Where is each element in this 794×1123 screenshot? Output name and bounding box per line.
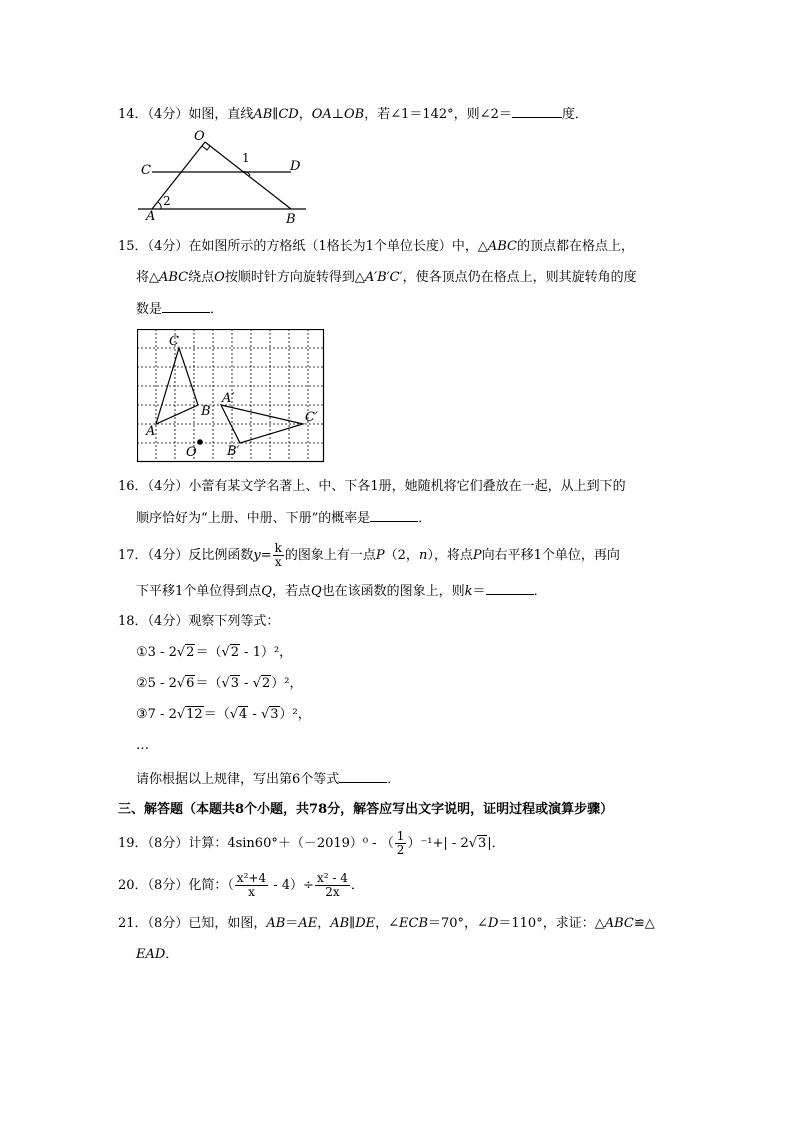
q20-text-c: ． xyxy=(350,878,364,893)
q15-text-3: 数是 xyxy=(136,302,163,317)
q14-tail: 度． xyxy=(561,107,588,122)
q18-eq1-mid: ＝（ xyxy=(195,645,222,660)
q14-ab: AB xyxy=(253,107,273,122)
label-d: D xyxy=(290,159,301,174)
q19-fraction xyxy=(395,830,407,857)
q14-sep: ， xyxy=(298,107,312,122)
q18-text: 观察下列等式： xyxy=(188,614,280,629)
q16-text-2: 顺序恰好为“上册、中册、下册”的概率是 xyxy=(136,511,371,526)
q21-ab: AB xyxy=(266,916,286,931)
q16-tail: ． xyxy=(418,511,432,526)
q20-line xyxy=(118,871,364,901)
q19-text-a: 计算：4sin60°＋（－2019）⁰ - （ xyxy=(188,836,394,851)
q20-frac1-den: x xyxy=(248,885,255,899)
q20-fraction-1 xyxy=(235,872,268,899)
q15-text-2a: 将△ xyxy=(136,270,159,285)
q21-text-d: ＝70°，∠ xyxy=(428,916,488,931)
q14-perp: ⊥ xyxy=(331,107,344,122)
q18-eq2-tail: ）²， xyxy=(271,676,303,691)
q17-n: n xyxy=(418,548,428,563)
q18-eq-1: ①3 - 2√2＝（√2 - 1）²， xyxy=(136,645,293,660)
q21-de: DE xyxy=(355,916,376,931)
q15-tail: ． xyxy=(210,302,224,317)
q17-text-2c: 也在该函数的图象上，则 xyxy=(321,584,465,599)
grid-label-b-prime: B′ xyxy=(227,444,240,459)
q19-score: （8分） xyxy=(147,836,189,851)
q17-text-2d: ＝ xyxy=(472,584,486,599)
q20-fraction-2 xyxy=(315,872,350,899)
q18-eq3-rad1: 12 xyxy=(186,707,203,722)
q18-eq3-mid: ＝（ xyxy=(203,707,230,722)
q16-line-2 xyxy=(136,509,431,528)
q17-answer-blank xyxy=(486,582,534,595)
q15-answer-blank xyxy=(162,300,210,313)
q18-eq1-rad1: 2 xyxy=(186,645,195,660)
q16-answer-blank xyxy=(370,509,418,522)
q18-line-1 xyxy=(118,613,279,631)
q20-frac1-num: x²+4 xyxy=(236,871,267,885)
q18-eq3-rad3: 3 xyxy=(270,707,279,722)
q15-text-1b: 的顶点都在格点上， xyxy=(517,239,635,254)
q15-score: （4分） xyxy=(147,239,189,254)
segment-oa xyxy=(152,142,205,209)
q18-eq3-rad2: 4 xyxy=(239,707,248,722)
q14-answer-blank xyxy=(512,105,562,118)
q18-ellipsis: … xyxy=(136,738,149,753)
q18-eq1-rad2: 2 xyxy=(230,645,240,660)
q18-number: 18． xyxy=(118,614,148,629)
q17-q: Q xyxy=(261,584,272,599)
q18-eq2-lead: ②5 - 2 xyxy=(136,676,177,691)
q19-radicand: 3 xyxy=(478,836,487,851)
q18-eq1-lead: ①3 - 2 xyxy=(136,645,177,660)
q19-text-b: ）⁻¹+| - 2 xyxy=(407,836,469,851)
q19-frac-den: 2 xyxy=(396,843,405,857)
q21-eq: ＝ xyxy=(285,916,299,931)
q14-cd: CD xyxy=(278,107,299,122)
q15-text-2b: 绕点 xyxy=(188,270,215,285)
q20-text-b: - 4）÷ xyxy=(269,878,314,893)
q21-score: （8分） xyxy=(147,916,189,931)
q18-eq3-lead: ③7 - 2 xyxy=(136,707,177,722)
q17-k: k xyxy=(464,584,473,599)
q21-line-1 xyxy=(118,915,655,933)
q16-number: 16． xyxy=(118,479,148,494)
q17-text-d: ），将点 xyxy=(427,548,473,563)
q14-score: （4分） xyxy=(147,107,189,122)
q18-eq2-mid: ＝（ xyxy=(195,676,222,691)
label-2: 2 xyxy=(163,194,171,208)
q21-congruent: ≌△ xyxy=(633,916,655,931)
q15-text-2d: ，使各顶点仍在格点上，则其旋转角的度 xyxy=(402,270,637,285)
grid-label-o: O xyxy=(186,445,197,460)
q18-eq2-rad3: 2 xyxy=(262,676,271,691)
grid-label-c: C xyxy=(169,334,179,349)
q20-frac2-den: 2x xyxy=(325,885,340,899)
q17-eq: = xyxy=(260,548,272,563)
q17-text-2b: ，若点 xyxy=(271,584,311,599)
q15-grid-figure xyxy=(137,329,327,464)
grid-label-c-prime: C′ xyxy=(305,410,318,425)
q17-fraction xyxy=(273,542,284,569)
q18-ask: 请你根据以上规律，写出第6个等式 xyxy=(136,772,340,787)
q15-abc: ABC xyxy=(487,239,518,254)
q17-tail: ． xyxy=(533,584,547,599)
q21-ead: EAD xyxy=(136,947,166,962)
q21-d: D xyxy=(487,916,499,931)
q15-o: O xyxy=(214,270,225,285)
q17-p2: P xyxy=(472,548,482,563)
q15-line-3 xyxy=(136,300,223,319)
q15-text-1: 在如图所示的方格纸（1格长为1个单位长度）中，△ xyxy=(188,239,488,254)
q19-frac-num: 1 xyxy=(396,829,405,843)
q18-eq-3: ③7 - 2√12＝（√4 - √3）²， xyxy=(136,707,311,722)
label-c: C xyxy=(141,163,151,178)
q14-text-b: ，若∠1＝142°，则∠2＝ xyxy=(364,107,512,122)
q15-text-2c: 按顺时针方向旋转得到△ xyxy=(224,270,365,285)
q17-p: P xyxy=(375,548,385,563)
q17-q2: Q xyxy=(310,584,322,599)
label-a: A xyxy=(146,209,156,224)
q18-eq2-rad2: 3 xyxy=(230,676,240,691)
q14-line xyxy=(118,105,588,124)
q17-frac-num: k xyxy=(274,541,282,555)
grid-label-a-prime: A′ xyxy=(222,391,235,406)
q21-text-a: 已知，如图， xyxy=(188,916,267,931)
label-1: 1 xyxy=(242,151,250,165)
grid-label-a: A xyxy=(146,424,156,439)
q15-number: 15． xyxy=(118,239,148,254)
q21-line-2 xyxy=(136,946,178,964)
section-3-heading: 三、解答题（本题共8个小题，共78分，解答应写出文字说明，证明过程或演算步骤） xyxy=(118,802,614,817)
q17-y: y xyxy=(253,548,261,563)
q18-answer-blank xyxy=(339,770,387,783)
q17-line-2 xyxy=(136,582,547,601)
q14-text: 如图，直线 xyxy=(188,107,254,122)
label-b: B xyxy=(286,212,296,224)
q14-figure xyxy=(136,128,316,224)
q20-text-a: 化简：（ xyxy=(188,878,234,893)
angle-2-arc xyxy=(158,202,161,209)
q17-text-a: 反比例函数 xyxy=(188,548,254,563)
q19-line: 19．（8分）计算：4sin60°＋（－2019）⁰ - （ $\frac{1}{2}$ ）⁻¹+| - 2√3|． xyxy=(118,829,505,857)
q21-ab2: AB xyxy=(330,916,350,931)
q18-eq2-rad1: 6 xyxy=(186,676,195,691)
q17-frac-den: x xyxy=(274,555,282,569)
q17-number: 17． xyxy=(118,548,148,563)
q19-text-c: |． xyxy=(487,836,505,851)
q21-number: 21． xyxy=(118,916,148,931)
q21-abc: ABC xyxy=(604,916,634,931)
q18-score: （4分） xyxy=(147,614,189,629)
q15-line-1 xyxy=(118,238,634,256)
q14-ob: OB xyxy=(343,107,365,122)
q15-abc-2: ABC xyxy=(159,270,189,285)
q20-frac2-num: x² - 4 xyxy=(316,871,348,885)
q18-eq3-tail: ）²， xyxy=(279,707,311,722)
q16-line-1 xyxy=(118,478,626,496)
q15-line-2 xyxy=(136,269,637,287)
q16-score: （4分） xyxy=(147,479,189,494)
q21-tail: ． xyxy=(165,947,179,962)
q20-number: 20． xyxy=(118,878,148,893)
grid-label-b: B xyxy=(201,404,211,419)
q18-ask-line xyxy=(136,770,400,789)
right-angle-mark xyxy=(202,146,210,150)
q18-eq-2: ②5 - 2√6＝（√3 - √2）²， xyxy=(136,676,303,691)
q18-eq2-mid2: - xyxy=(240,676,253,691)
q19-number: 19． xyxy=(118,836,148,851)
q17-text-b: 的图象上有一点 xyxy=(284,548,376,563)
q17-text-e: 向右平移1个单位，再向 xyxy=(481,548,620,563)
point-o xyxy=(197,439,203,445)
q21-ae: AE xyxy=(298,916,318,931)
q17-line-1 xyxy=(118,542,620,569)
q14-oa: OA xyxy=(311,107,332,122)
q17-text-c: （2， xyxy=(384,548,419,563)
q18-tail: ． xyxy=(387,772,401,787)
q20-score: （8分） xyxy=(147,878,189,893)
q21-ecb: ECB xyxy=(399,916,429,931)
q21-parallel: ∥ xyxy=(349,916,356,931)
q18-eq3-mid2: - xyxy=(248,707,261,722)
q14-parallel: ∥ xyxy=(272,107,279,122)
q16-text-1: 小蕾有某文学名著上、中、下各1册，她随机将它们叠放在一起，从上到下的 xyxy=(188,479,626,494)
q18-eq1-tail: - 1）²， xyxy=(240,645,293,660)
q21-text-b: ， xyxy=(317,916,331,931)
label-o: O xyxy=(194,129,205,144)
q21-text-c: ，∠ xyxy=(375,916,400,931)
q18-dots xyxy=(136,737,149,755)
q21-text-e: ＝110°，求证：△ xyxy=(498,916,605,931)
q14-number: 14． xyxy=(118,107,148,122)
q17-score: （4分） xyxy=(147,548,189,563)
q17-text-2a: 下平移1个单位得到点 xyxy=(136,584,262,599)
q15-abc-prime: A′B′C′ xyxy=(364,270,403,285)
